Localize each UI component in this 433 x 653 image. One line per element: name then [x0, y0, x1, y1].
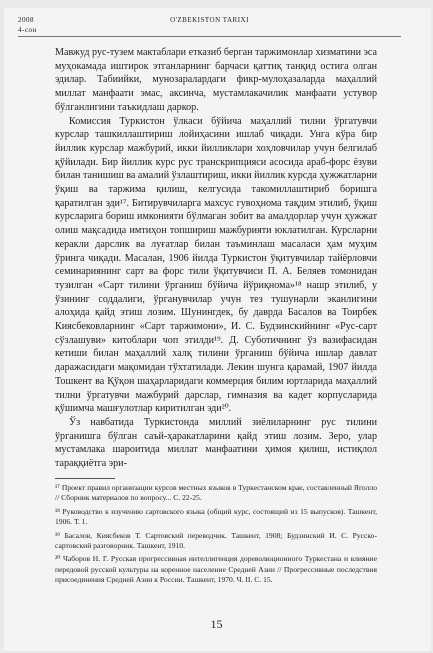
footnote: ¹⁷ Проект правил организации курсов местных языков в Туркестанском крае, составленный Яголло // Сборник материалов по вопросу... С. 22-25. — [55, 483, 377, 503]
paragraph: Ўз навбатида Туркистонда миллий зиёлиларнинг рус тилини ўрганишга бўлган саъй-ҳаракатларини қайд этиш лозим. Зеро, улар мустамлака шароитида миллат манфаатини ҳимоя қилиш, истиқлол тараққиётга эри- — [55, 416, 377, 470]
footnote: ¹⁹ Басалов, Киясбеков Т. Сартовский переводчик. Ташкент, 1908; Будзинский И. С. Русско-сартовский разговорник. Ташкент, 1910. — [55, 530, 377, 551]
header-issue: 4-сон — [18, 26, 37, 34]
footnote-divider — [55, 478, 115, 479]
footnotes — [55, 478, 377, 589]
header-year: 2008 — [18, 16, 34, 24]
journal-title: O'ZBEKISTON TARIXI — [170, 16, 249, 24]
paragraph: Комиссия Туркистон ўлкаси бўйича маҳаллий тилни ўргатувчи курслар ташкиллаштириш лойиҳасини ишлаб чиқади. Унга кўра бир йиллик курслар мажбурий, икки йилликлари хоҳловчилар учун белгилаб қўйилади. Бир йиллик курс рус транскрипцияси асосида араб-форс ёзуви билан танишиш ва амалий ўзлаштириш, икки йиллик курсда ҳужжатларни ўқиш ва таржима қилиш, келгусида такомиллаштириб боришга қаратилган эди¹⁷. Битирувчиларга махсус гувоҳнома тақдим этилиб, ўқиш курсларига бориш имконияти бўлмаган зобит ва амалдорлар учун ҳужжат олиш мақсадида имтиҳон топшириш мажбурияти юклатилган. Курсларни керакли дарслик ва луғатлар билан таъминлаш масаласи ҳам муҳим ўринга чиқади. Масалан, 1906 йилда Туркистон ўқитувчилар тайёрловчи семинариянинг сарт ва форс тили ўқитувчиси П. А. Беляев томонидан тузилган «Сарт тилини ўрганиш бўйича йўриқнома»¹⁸ нашр этилиб, у ўзининг соддалиги, ўрганувчилар учун тез тушунарли эканлигини алоҳида қайд этиш лозим. Шунингдек, бу даврда Басалов ва Тоирбек Киясбековларнинг «Сарт таржимони», И. С. Будзинскийнинг «Рус-сарт сўзлашуви» китоблари чоп этилди¹⁹. Д. Суботичнинг ўз вазифасидан кетиши билан маҳаллий халқ тилини ўрганиш бўйича ишлар давлат даражасидаги мақомидан тўхтатилади. Лекин шунга қарамай, 1907 йилда Тошкент ва Қўқон шаҳарларидаги коммерция билим юртларида маҳаллий тилни ўргатувчи мажбурий дарслар, гимназия ва кадет корпусларида қўшимча машғулотлар киритилган эди²⁰. — [55, 115, 378, 415]
paragraph: Мавжуд рус-тузем мактаблари етказиб берган таржимонлар хизматини эса муҳокамада иштирок этганларнинг барчаси қаттиқ танқид остига олган эдилар. Табиийки, мунозаралардаги фикр-мулоҳазаларда маҳаллий миллат манфаати эмас, аксинча, мустамлакачилик манфаати устувор бўлганлигини таъкидлаш даркор. — [55, 47, 377, 113]
main-text — [55, 46, 377, 471]
footnote: ²⁰ Чаборов Н. Г. Русская прогрессивная интеллигенция дореволюционного Туркестана и влияние передовой русской культуры на коренное население Средней Азии // Прогрессивные последствия присоединения Средней Азии к России. Ташкент, 1970. Ч. II. С. 15. — [55, 554, 377, 585]
running-header — [18, 14, 401, 37]
footnote: ¹⁸ Руководство к изучению сартовского языка (общий курс, состоящий из 15 выпусков). Ташкент, 1906. Т. 1. — [55, 506, 377, 527]
page-number: 15 — [210, 617, 223, 631]
